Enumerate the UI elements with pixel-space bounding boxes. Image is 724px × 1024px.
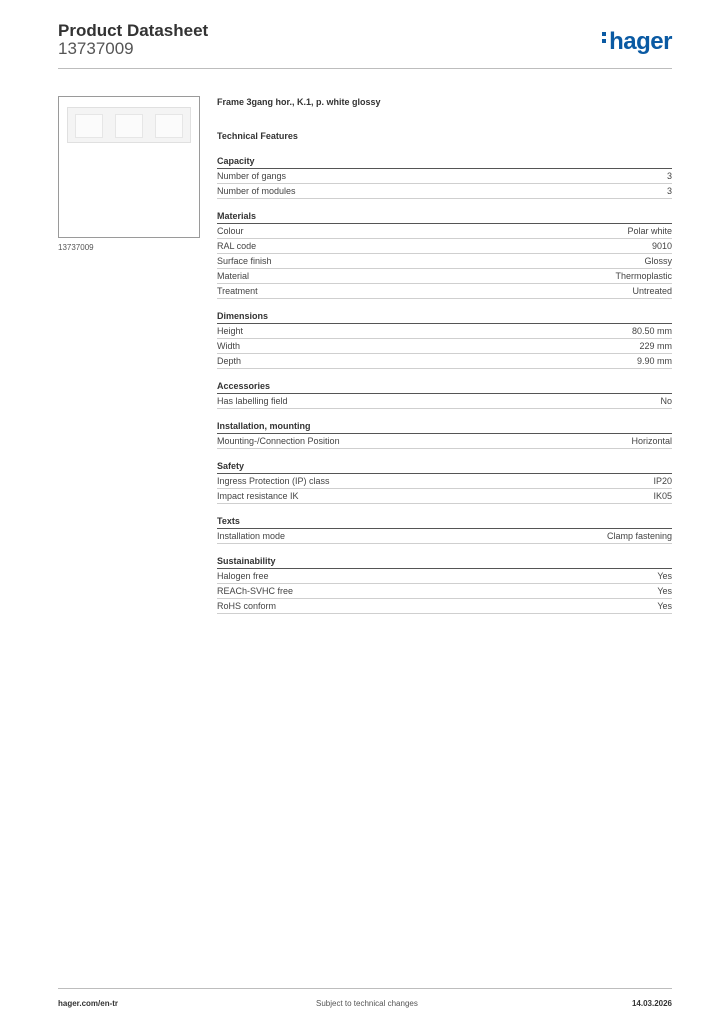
feature-label: Installation mode [217,531,286,541]
footer-website: hager.com/en-tr [58,999,119,1008]
feature-label: Treatment [217,286,258,296]
feature-value: Glossy [644,256,672,266]
image-caption: 13737009 [58,243,94,252]
section-title: Materials [217,210,672,224]
feature-value: Yes [657,601,672,611]
feature-sections [217,155,672,614]
feature-section [217,515,672,544]
footer-disclaimer: Subject to technical changes [316,999,418,1008]
datasheet-content [217,95,672,614]
feature-row [217,239,672,254]
frame-illustration [67,107,191,143]
product-code: 13737009 [58,39,134,58]
feature-label: RoHS conform [217,601,277,611]
section-title: Installation, mounting [217,420,672,434]
product-image [58,96,200,238]
feature-value: 3 [666,171,672,181]
feature-label: Width [217,341,241,351]
feature-label: Number of modules [217,186,296,196]
feature-label: Has labelling field [217,396,288,406]
feature-section [217,380,672,409]
feature-label: Colour [217,226,244,236]
hager-logo [602,28,672,56]
section-title: Sustainability [217,555,672,569]
feature-value: IK05 [653,491,672,501]
feature-value: 80.50 mm [631,326,672,336]
section-title: Dimensions [217,310,672,324]
feature-label: Height [217,326,244,336]
feature-label: Surface finish [217,256,272,266]
feature-label: Halogen free [217,571,269,581]
feature-value: Yes [657,586,672,596]
feature-section [217,460,672,504]
feature-row [217,434,672,449]
feature-label: Number of gangs [217,171,287,181]
feature-row [217,394,672,409]
feature-value: 229 mm [639,341,672,351]
feature-value: Clamp fastening [606,531,672,541]
feature-label: Ingress Protection (IP) class [217,476,330,486]
feature-value: IP20 [653,476,672,486]
feature-row [217,599,672,614]
feature-value: No [660,396,672,406]
footer-divider [58,988,672,989]
feature-row [217,269,672,284]
feature-label: Impact resistance IK [217,491,299,501]
feature-value: Horizontal [631,436,672,446]
feature-label: Mounting-/Connection Position [217,436,340,446]
header-divider [58,68,672,69]
feature-label: Depth [217,356,242,366]
feature-row [217,354,672,369]
feature-row [217,224,672,239]
feature-label: REACh-SVHC free [217,586,294,596]
technical-features-title: Technical Features [217,131,298,141]
feature-value: 9.90 mm [636,356,672,366]
feature-value: 3 [666,186,672,196]
feature-row [217,529,672,544]
feature-row [217,569,672,584]
feature-section [217,555,672,614]
feature-value: Thermoplastic [615,271,672,281]
feature-row [217,324,672,339]
frame-gang [155,114,183,138]
feature-row [217,169,672,184]
page-title: Product Datasheet [58,21,209,40]
feature-value: 9010 [651,241,672,251]
footer-date: 14.03.2026 [631,999,672,1008]
feature-row [217,254,672,269]
product-name: Frame 3gang hor., K.1, p. white glossy [217,97,381,107]
feature-row [217,339,672,354]
section-title: Accessories [217,380,672,394]
frame-gang [75,114,103,138]
section-title: Texts [217,515,672,529]
logo-text: hager [609,28,672,55]
feature-section [217,210,672,299]
feature-value: Untreated [632,286,672,296]
feature-label: RAL code [217,241,257,251]
feature-row [217,474,672,489]
feature-section [217,420,672,449]
feature-row [217,284,672,299]
feature-label: Material [217,271,250,281]
section-title: Safety [217,460,672,474]
feature-row [217,584,672,599]
feature-row [217,489,672,504]
feature-section [217,155,672,199]
feature-value: Polar white [627,226,672,236]
section-title: Capacity [217,155,672,169]
logo-dots-icon [602,32,607,46]
feature-section [217,310,672,369]
feature-value: Yes [657,571,672,581]
frame-gang [115,114,143,138]
feature-row [217,184,672,199]
